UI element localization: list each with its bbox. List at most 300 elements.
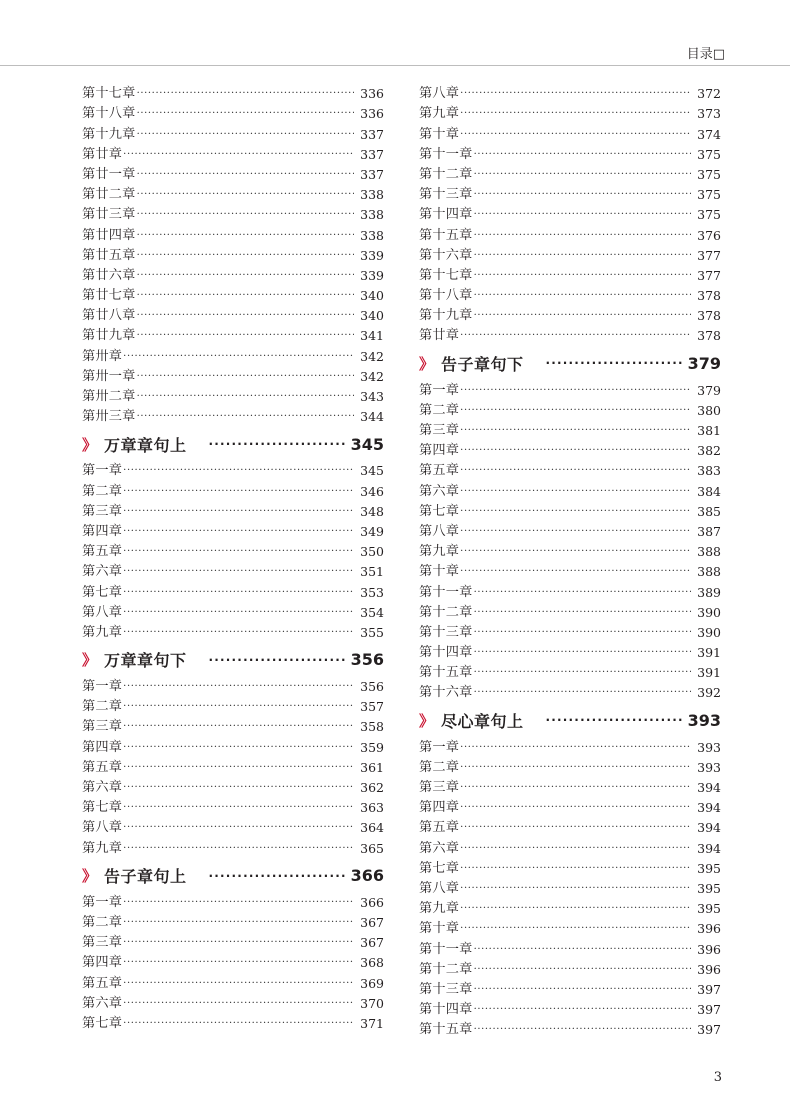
leader-dots bbox=[123, 145, 354, 165]
leader-dots bbox=[460, 84, 691, 104]
entry-page: 392 bbox=[697, 685, 721, 701]
page-number: 3 bbox=[713, 1070, 722, 1085]
toc-entry[interactable] bbox=[82, 461, 384, 481]
toc-entry[interactable] bbox=[82, 542, 384, 562]
leader-dots bbox=[137, 246, 355, 266]
toc-entry[interactable] bbox=[419, 461, 721, 481]
entry-page: 375 bbox=[697, 187, 721, 203]
entry-page: 367 bbox=[360, 935, 384, 951]
entry-page: 378 bbox=[697, 328, 721, 344]
section-page: 366 bbox=[350, 866, 384, 886]
toc-entry[interactable] bbox=[419, 306, 721, 326]
entry-label: 第九章 bbox=[419, 901, 460, 917]
leader-dots bbox=[123, 953, 354, 973]
entry-label: 第一章 bbox=[82, 463, 123, 479]
leader-dots bbox=[474, 940, 692, 960]
leader-dots bbox=[123, 623, 354, 643]
entry-label: 第十六章 bbox=[419, 685, 473, 701]
leader-dots bbox=[460, 758, 691, 778]
entry-label: 第五章 bbox=[419, 463, 460, 479]
entry-label: 第卅二章 bbox=[82, 389, 136, 404]
toc-entry[interactable] bbox=[419, 481, 721, 501]
entry-label: 第十一章 bbox=[419, 146, 473, 162]
toc-entry[interactable] bbox=[419, 919, 721, 939]
entry-page: 396 bbox=[697, 961, 721, 977]
entry-page: 345 bbox=[360, 463, 384, 479]
leader-dots bbox=[123, 697, 354, 717]
toc-entry[interactable] bbox=[419, 899, 721, 919]
toc-entry[interactable] bbox=[419, 421, 721, 441]
toc-entry[interactable] bbox=[419, 737, 721, 757]
toc-section-heading[interactable] bbox=[82, 645, 384, 675]
section-title: 告子章句下 bbox=[441, 354, 524, 374]
leader-dots bbox=[474, 266, 692, 286]
entry-page: 388 bbox=[697, 544, 721, 560]
leader-dots bbox=[474, 583, 692, 603]
section-marker-icon: 》 bbox=[419, 354, 435, 373]
toc-entry[interactable] bbox=[419, 225, 721, 245]
toc-section-heading[interactable] bbox=[82, 429, 384, 459]
entry-label: 第十六章 bbox=[419, 247, 473, 263]
running-header: 目录□ bbox=[686, 47, 725, 62]
entry-page: 391 bbox=[697, 665, 721, 681]
toc-section-heading[interactable] bbox=[419, 705, 721, 735]
toc-entry[interactable] bbox=[82, 407, 384, 427]
entry-page: 337 bbox=[360, 126, 384, 142]
leader-dots bbox=[460, 125, 691, 145]
toc-entry[interactable] bbox=[419, 838, 721, 858]
leader-dots bbox=[460, 798, 691, 818]
entry-label: 第十章 bbox=[419, 564, 460, 580]
entry-page: 369 bbox=[360, 975, 384, 991]
leader-dots bbox=[209, 653, 347, 667]
leader-dots bbox=[123, 347, 354, 367]
entry-label: 第卅三章 bbox=[82, 409, 136, 425]
entry-label: 第十九章 bbox=[419, 308, 473, 324]
entry-label: 第四章 bbox=[419, 443, 460, 459]
leader-dots bbox=[460, 562, 691, 582]
entry-label: 第十四章 bbox=[419, 645, 473, 661]
entry-label: 第廿八章 bbox=[82, 308, 136, 324]
entry-page: 337 bbox=[360, 166, 384, 182]
leader-dots bbox=[137, 226, 355, 246]
entry-page: 336 bbox=[360, 106, 384, 122]
toc-entry[interactable] bbox=[82, 1014, 384, 1034]
toc-entry[interactable] bbox=[419, 266, 721, 286]
leader-dots bbox=[474, 185, 692, 205]
leader-dots bbox=[137, 185, 355, 205]
entry-label: 第四章 bbox=[82, 523, 123, 539]
toc-entry[interactable] bbox=[82, 623, 384, 643]
leader-dots bbox=[474, 306, 692, 326]
entry-label: 第十二章 bbox=[419, 604, 473, 620]
toc-section-heading[interactable] bbox=[419, 348, 721, 378]
leader-dots bbox=[123, 839, 354, 859]
toc-entry[interactable] bbox=[419, 124, 721, 144]
toc-entry[interactable] bbox=[419, 185, 721, 205]
entry-page: 381 bbox=[697, 423, 721, 438]
entry-page: 391 bbox=[697, 645, 721, 661]
entry-label: 第一章 bbox=[419, 739, 460, 755]
leader-dots bbox=[460, 839, 691, 859]
leader-dots bbox=[474, 1000, 692, 1020]
toc-entry[interactable] bbox=[82, 286, 384, 306]
leader-dots bbox=[209, 869, 347, 883]
entry-page: 348 bbox=[360, 503, 384, 519]
toc-entry[interactable] bbox=[82, 933, 384, 953]
leader-dots bbox=[123, 818, 354, 838]
entry-label: 第六章 bbox=[82, 995, 123, 1011]
leader-dots bbox=[123, 482, 354, 502]
entry-label: 第二章 bbox=[82, 914, 123, 930]
entry-label: 第三章 bbox=[82, 935, 123, 951]
toc-entry[interactable] bbox=[82, 677, 384, 697]
leader-dots bbox=[474, 205, 692, 225]
entry-label: 第十二章 bbox=[419, 961, 473, 977]
entry-page: 367 bbox=[360, 914, 384, 930]
toc-entry[interactable] bbox=[419, 542, 721, 562]
entry-label: 第七章 bbox=[82, 584, 123, 600]
entry-label: 第四章 bbox=[82, 739, 123, 755]
toc-entry[interactable] bbox=[82, 838, 384, 858]
entry-page: 388 bbox=[697, 564, 721, 580]
toc-entry[interactable] bbox=[419, 401, 721, 421]
entry-label: 第三章 bbox=[419, 780, 460, 795]
leader-dots bbox=[474, 1020, 692, 1040]
section-page: 393 bbox=[687, 710, 721, 730]
entry-page: 375 bbox=[697, 166, 721, 182]
entry-label: 第十五章 bbox=[419, 1022, 473, 1038]
entry-page: 377 bbox=[697, 247, 721, 263]
toc-entry[interactable] bbox=[419, 165, 721, 185]
entry-label: 第一章 bbox=[82, 894, 123, 910]
entry-page: 339 bbox=[360, 247, 384, 263]
entry-page: 355 bbox=[360, 624, 384, 640]
toc-entry[interactable] bbox=[419, 778, 721, 798]
entry-page: 338 bbox=[360, 187, 384, 203]
entry-label: 第十八章 bbox=[82, 106, 136, 122]
entry-label: 第廿一章 bbox=[82, 166, 136, 182]
toc-entry[interactable] bbox=[419, 623, 721, 643]
toc-entry[interactable] bbox=[419, 522, 721, 542]
entry-page: 373 bbox=[697, 106, 721, 122]
entry-page: 374 bbox=[697, 126, 721, 142]
entry-page: 375 bbox=[697, 207, 721, 223]
toc-entry[interactable] bbox=[419, 758, 721, 778]
leader-dots bbox=[474, 623, 692, 643]
toc-entry[interactable] bbox=[82, 603, 384, 623]
section-page: 379 bbox=[687, 353, 721, 373]
toc-entry[interactable] bbox=[82, 913, 384, 933]
entry-label: 第廿五章 bbox=[82, 247, 136, 263]
toc-entry[interactable] bbox=[82, 758, 384, 778]
toc-entry[interactable] bbox=[419, 663, 721, 683]
toc-entry[interactable] bbox=[419, 879, 721, 899]
entry-label: 第六章 bbox=[82, 564, 123, 580]
leader-dots bbox=[460, 522, 691, 542]
entry-page: 378 bbox=[697, 308, 721, 324]
entry-page: 339 bbox=[360, 267, 384, 283]
entry-page: 370 bbox=[360, 995, 384, 1011]
toc-entry[interactable] bbox=[419, 84, 721, 104]
toc-entry[interactable] bbox=[82, 205, 384, 225]
toc-entry[interactable] bbox=[82, 145, 384, 165]
entry-label: 第廿四章 bbox=[82, 227, 136, 243]
entry-label: 第五章 bbox=[82, 975, 123, 991]
entry-page: 341 bbox=[360, 328, 384, 344]
toc-entry[interactable] bbox=[82, 798, 384, 818]
leader-dots bbox=[460, 421, 691, 441]
entry-label: 第十一章 bbox=[419, 584, 473, 600]
entry-page: 366 bbox=[360, 894, 384, 910]
entry-page: 394 bbox=[697, 840, 721, 856]
entry-page: 361 bbox=[360, 759, 384, 775]
entry-label: 第二章 bbox=[82, 699, 123, 715]
toc-entry[interactable] bbox=[419, 859, 721, 879]
entry-label: 第六章 bbox=[419, 483, 460, 499]
toc-entry[interactable] bbox=[82, 326, 384, 346]
leader-dots bbox=[137, 205, 355, 225]
entry-page: 393 bbox=[697, 739, 721, 755]
toc-entry[interactable] bbox=[82, 717, 384, 737]
leader-dots bbox=[123, 583, 354, 603]
entry-page: 390 bbox=[697, 604, 721, 620]
toc-entry[interactable] bbox=[419, 441, 721, 461]
leader-dots bbox=[209, 437, 347, 451]
toc-entry[interactable] bbox=[419, 818, 721, 838]
entry-label: 第十三章 bbox=[419, 981, 473, 997]
entry-label: 第八章 bbox=[419, 523, 460, 539]
entry-page: 350 bbox=[360, 544, 384, 560]
toc-entry[interactable] bbox=[82, 266, 384, 286]
leader-dots bbox=[460, 441, 691, 461]
entry-label: 第廿章 bbox=[82, 146, 123, 162]
toc-entry[interactable] bbox=[419, 582, 721, 602]
leader-dots bbox=[137, 104, 355, 124]
entry-label: 第九章 bbox=[82, 624, 123, 640]
toc-entry[interactable] bbox=[82, 185, 384, 205]
leader-dots bbox=[123, 502, 354, 522]
entry-label: 第卅章 bbox=[82, 348, 123, 364]
section-marker-icon: 》 bbox=[419, 711, 435, 730]
toc-entry[interactable] bbox=[82, 562, 384, 582]
entry-label: 第六章 bbox=[419, 840, 460, 856]
toc-entry[interactable] bbox=[82, 893, 384, 913]
leader-dots bbox=[137, 84, 355, 104]
toc-entry[interactable] bbox=[419, 145, 721, 165]
leader-dots bbox=[460, 482, 691, 502]
entry-label: 第三章 bbox=[82, 719, 123, 735]
entry-page: 343 bbox=[360, 389, 384, 404]
toc-section-heading[interactable] bbox=[82, 861, 384, 891]
entry-page: 397 bbox=[697, 981, 721, 997]
entry-page: 376 bbox=[697, 227, 721, 243]
entry-label: 第八章 bbox=[82, 820, 123, 836]
entry-page: 338 bbox=[360, 227, 384, 243]
entry-page: 395 bbox=[697, 860, 721, 876]
leader-dots bbox=[546, 713, 684, 727]
toc-entry[interactable] bbox=[82, 582, 384, 602]
entry-page: 359 bbox=[360, 739, 384, 755]
entry-page: 349 bbox=[360, 523, 384, 539]
entry-label: 第七章 bbox=[82, 1015, 123, 1031]
entry-label: 第十四章 bbox=[419, 1002, 473, 1018]
leader-dots bbox=[123, 1014, 354, 1034]
entry-label: 第九章 bbox=[419, 544, 460, 560]
entry-label: 第廿九章 bbox=[82, 328, 136, 344]
entry-label: 第四章 bbox=[82, 955, 123, 971]
entry-page: 397 bbox=[697, 1022, 721, 1038]
leader-dots bbox=[474, 246, 692, 266]
toc-entry[interactable] bbox=[419, 380, 721, 400]
entry-page: 356 bbox=[360, 679, 384, 695]
leader-dots bbox=[123, 758, 354, 778]
toc-entry[interactable] bbox=[82, 246, 384, 266]
leader-dots bbox=[474, 145, 692, 165]
leader-dots bbox=[460, 461, 691, 481]
leader-dots bbox=[123, 893, 354, 913]
toc-entry[interactable] bbox=[82, 165, 384, 185]
leader-dots bbox=[137, 125, 355, 145]
toc-entry[interactable] bbox=[419, 683, 721, 703]
toc-entry[interactable] bbox=[82, 367, 384, 387]
toc-entry[interactable] bbox=[419, 104, 721, 124]
leader-dots bbox=[460, 899, 691, 919]
leader-dots bbox=[123, 717, 354, 737]
toc-entry[interactable] bbox=[419, 643, 721, 663]
toc-entry[interactable] bbox=[82, 778, 384, 798]
leader-dots bbox=[123, 562, 354, 582]
leader-dots bbox=[137, 165, 355, 185]
toc-left-column bbox=[82, 84, 384, 1034]
toc-entry[interactable] bbox=[82, 502, 384, 522]
leader-dots bbox=[137, 266, 355, 286]
leader-dots bbox=[123, 461, 354, 481]
leader-dots bbox=[474, 663, 692, 683]
entry-page: 338 bbox=[360, 207, 384, 223]
entry-label: 第廿七章 bbox=[82, 288, 136, 304]
entry-label: 第十九章 bbox=[82, 126, 136, 142]
entry-page: 383 bbox=[697, 463, 721, 479]
entry-label: 第四章 bbox=[419, 800, 460, 816]
toc-entry[interactable] bbox=[82, 818, 384, 838]
leader-dots bbox=[460, 401, 691, 421]
leader-dots bbox=[474, 603, 692, 623]
toc-entry[interactable] bbox=[82, 84, 384, 104]
header-rule bbox=[0, 65, 790, 66]
toc-entry[interactable] bbox=[82, 994, 384, 1014]
section-title: 万章章句上 bbox=[104, 435, 187, 455]
section-marker-icon: 》 bbox=[82, 867, 98, 886]
toc-entry[interactable] bbox=[82, 346, 384, 366]
toc-entry[interactable] bbox=[82, 697, 384, 717]
leader-dots bbox=[123, 798, 354, 818]
leader-dots bbox=[123, 974, 354, 994]
toc-entry[interactable] bbox=[82, 124, 384, 144]
entry-label: 第七章 bbox=[82, 800, 123, 816]
entry-page: 351 bbox=[360, 564, 384, 580]
leader-dots bbox=[460, 778, 691, 798]
toc-entry[interactable] bbox=[419, 960, 721, 980]
toc-entry[interactable] bbox=[82, 737, 384, 757]
toc-entry[interactable] bbox=[82, 973, 384, 993]
toc-entry[interactable] bbox=[419, 286, 721, 306]
entry-page: 340 bbox=[360, 308, 384, 324]
toc-entry[interactable] bbox=[419, 603, 721, 623]
toc-entry[interactable] bbox=[82, 387, 384, 407]
leader-dots bbox=[460, 104, 691, 124]
leader-dots bbox=[137, 367, 355, 387]
entry-label: 第五章 bbox=[82, 759, 123, 775]
toc-entry[interactable] bbox=[419, 980, 721, 1000]
toc-entry[interactable] bbox=[419, 1020, 721, 1040]
entry-page: 357 bbox=[360, 699, 384, 715]
entry-label: 第二章 bbox=[82, 483, 123, 499]
entry-label: 第十三章 bbox=[419, 624, 473, 640]
entry-label: 第九章 bbox=[419, 106, 460, 122]
toc-entry[interactable] bbox=[82, 953, 384, 973]
toc-entry[interactable] bbox=[419, 246, 721, 266]
entry-page: 354 bbox=[360, 604, 384, 620]
toc-entry[interactable] bbox=[419, 939, 721, 959]
entry-page: 397 bbox=[697, 1002, 721, 1018]
toc-entry[interactable] bbox=[82, 522, 384, 542]
leader-dots bbox=[123, 542, 354, 562]
leader-dots bbox=[460, 381, 691, 401]
toc-entry[interactable] bbox=[419, 562, 721, 582]
toc-entry[interactable] bbox=[82, 481, 384, 501]
leader-dots bbox=[474, 226, 692, 246]
toc-entry[interactable] bbox=[82, 225, 384, 245]
entry-page: 377 bbox=[697, 267, 721, 283]
entry-page: 394 bbox=[697, 800, 721, 816]
leader-dots bbox=[460, 919, 691, 939]
toc-entry[interactable] bbox=[419, 326, 721, 346]
toc-entry[interactable] bbox=[419, 1000, 721, 1020]
toc-entry[interactable] bbox=[419, 502, 721, 522]
entry-page: 379 bbox=[697, 382, 721, 398]
leader-dots bbox=[137, 387, 355, 407]
entry-page: 358 bbox=[360, 719, 384, 735]
toc-entry[interactable] bbox=[82, 306, 384, 326]
entry-label: 第七章 bbox=[419, 503, 460, 519]
entry-label: 第十三章 bbox=[419, 187, 473, 203]
toc-entry[interactable] bbox=[82, 104, 384, 124]
entry-label: 第十章 bbox=[419, 126, 460, 142]
entry-label: 第十七章 bbox=[419, 267, 473, 283]
entry-page: 362 bbox=[360, 780, 384, 795]
entry-label: 第五章 bbox=[82, 544, 123, 560]
toc-entry[interactable] bbox=[419, 205, 721, 225]
leader-dots bbox=[137, 306, 355, 326]
leader-dots bbox=[460, 542, 691, 562]
entry-page: 389 bbox=[697, 584, 721, 600]
leader-dots bbox=[474, 286, 692, 306]
entry-page: 375 bbox=[697, 146, 721, 162]
leader-dots bbox=[460, 326, 691, 346]
leader-dots bbox=[123, 933, 354, 953]
entry-label: 第十七章 bbox=[82, 86, 136, 102]
leader-dots bbox=[123, 994, 354, 1014]
leader-dots bbox=[474, 683, 692, 703]
entry-label: 第十四章 bbox=[419, 207, 473, 223]
toc-entry[interactable] bbox=[419, 798, 721, 818]
leader-dots bbox=[474, 643, 692, 663]
leader-dots bbox=[474, 960, 692, 980]
entry-label: 第二章 bbox=[419, 759, 460, 775]
entry-page: 393 bbox=[697, 759, 721, 775]
entry-page: 353 bbox=[360, 584, 384, 600]
